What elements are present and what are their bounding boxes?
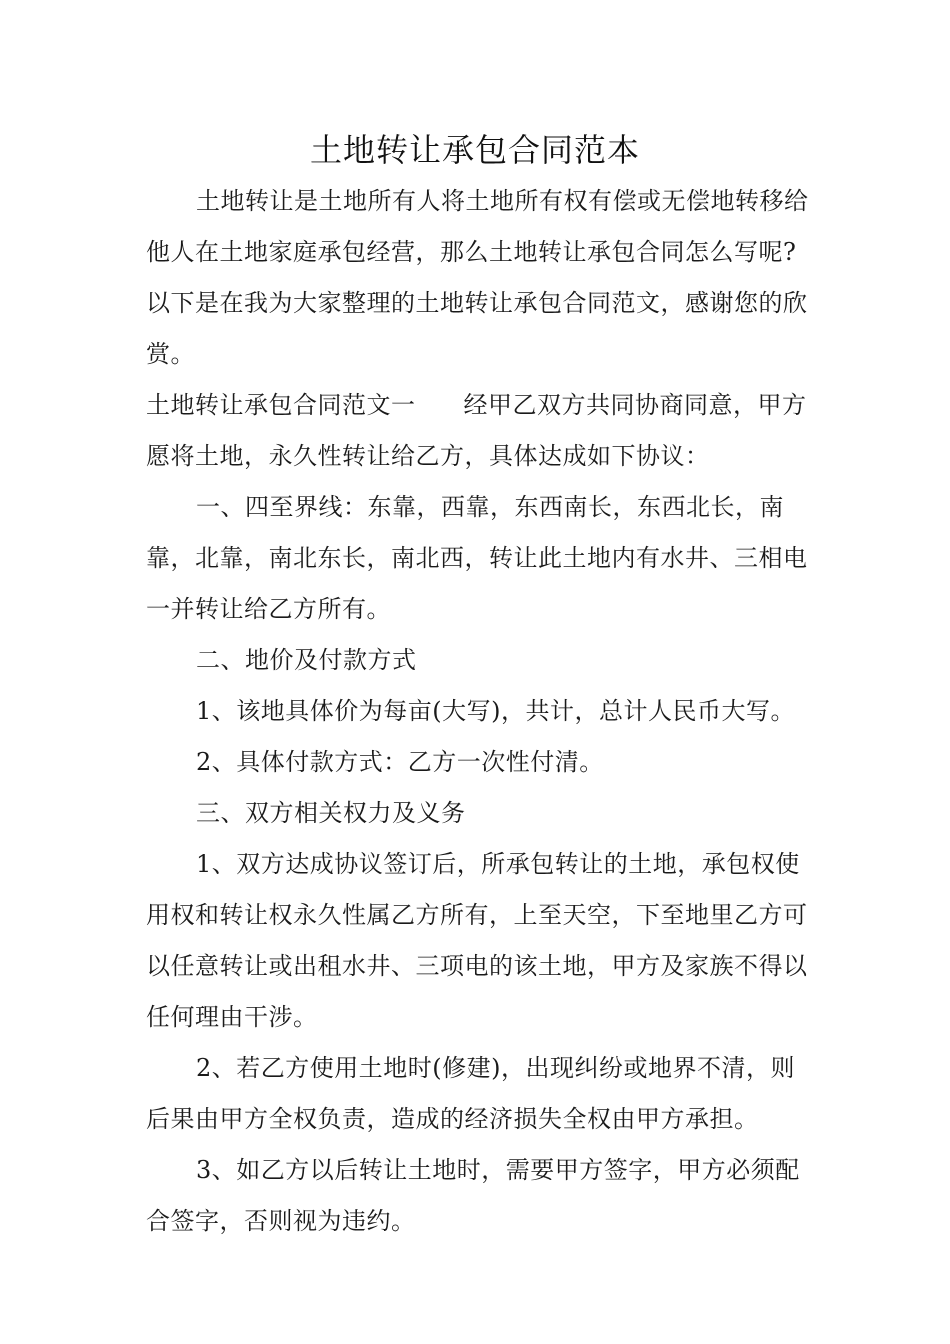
sample-lead-text: 经甲乙双方共同协商同意， xyxy=(463,391,758,419)
section-rights-item-3: 3、如乙方以后转让土地时，需要甲方签字，甲方必须配合签字，否则视为违约。 xyxy=(146,1156,800,1235)
section-price-item-2: 2、具体付款方式：乙方一次性付清。 xyxy=(196,748,604,776)
document-title: 土地转让承包合同范本 xyxy=(309,131,640,169)
sample-intro-paragraph xyxy=(146,380,811,482)
sample-lead-continuation: 甲方愿将土地，永久性转让给乙方，具体达成如下协议： xyxy=(146,391,807,470)
intro-paragraph: 土地转让是土地所有人将土地所有权有偿或无偿地转移给他人在土地家庭承包经营，那么土地转让承包合同怎么写呢?以下是在我为大家整理的土地转让承包合同范文，感谢您的欣赏。 xyxy=(146,187,809,368)
section-price-heading: 二、地价及付款方式 xyxy=(196,646,417,674)
document-body xyxy=(146,176,811,1247)
section-price-item-1: 1、该地具体价为每亩(大写)，共计，总计人民币大写。 xyxy=(196,697,795,725)
section-rights-item-2: 2、若乙方使用土地时(修建)，出现纠纷或地界不清，则后果由甲方全权负责，造成的经济损失全权由甲方承担。 xyxy=(146,1054,795,1133)
section-rights-heading: 三、双方相关权力及义务 xyxy=(196,799,466,827)
sample-heading: 土地转让承包合同范文一 xyxy=(146,391,416,419)
section-rights-item-1: 1、双方达成协议签订后，所承包转让的土地，承包权使用权和转让权永久性属乙方所有，上至天空，下至地里乙方可以任意转让或出租水井、三项电的该土地，甲方及家族不得以任何理由干涉。 xyxy=(146,850,808,1031)
clause-boundaries: 一、四至界线：东靠，西靠，东西南长，东西北长，南靠，北靠，南北东长，南北西，转让此土地内有水井、三相电一并转让给乙方所有。 xyxy=(146,493,808,623)
